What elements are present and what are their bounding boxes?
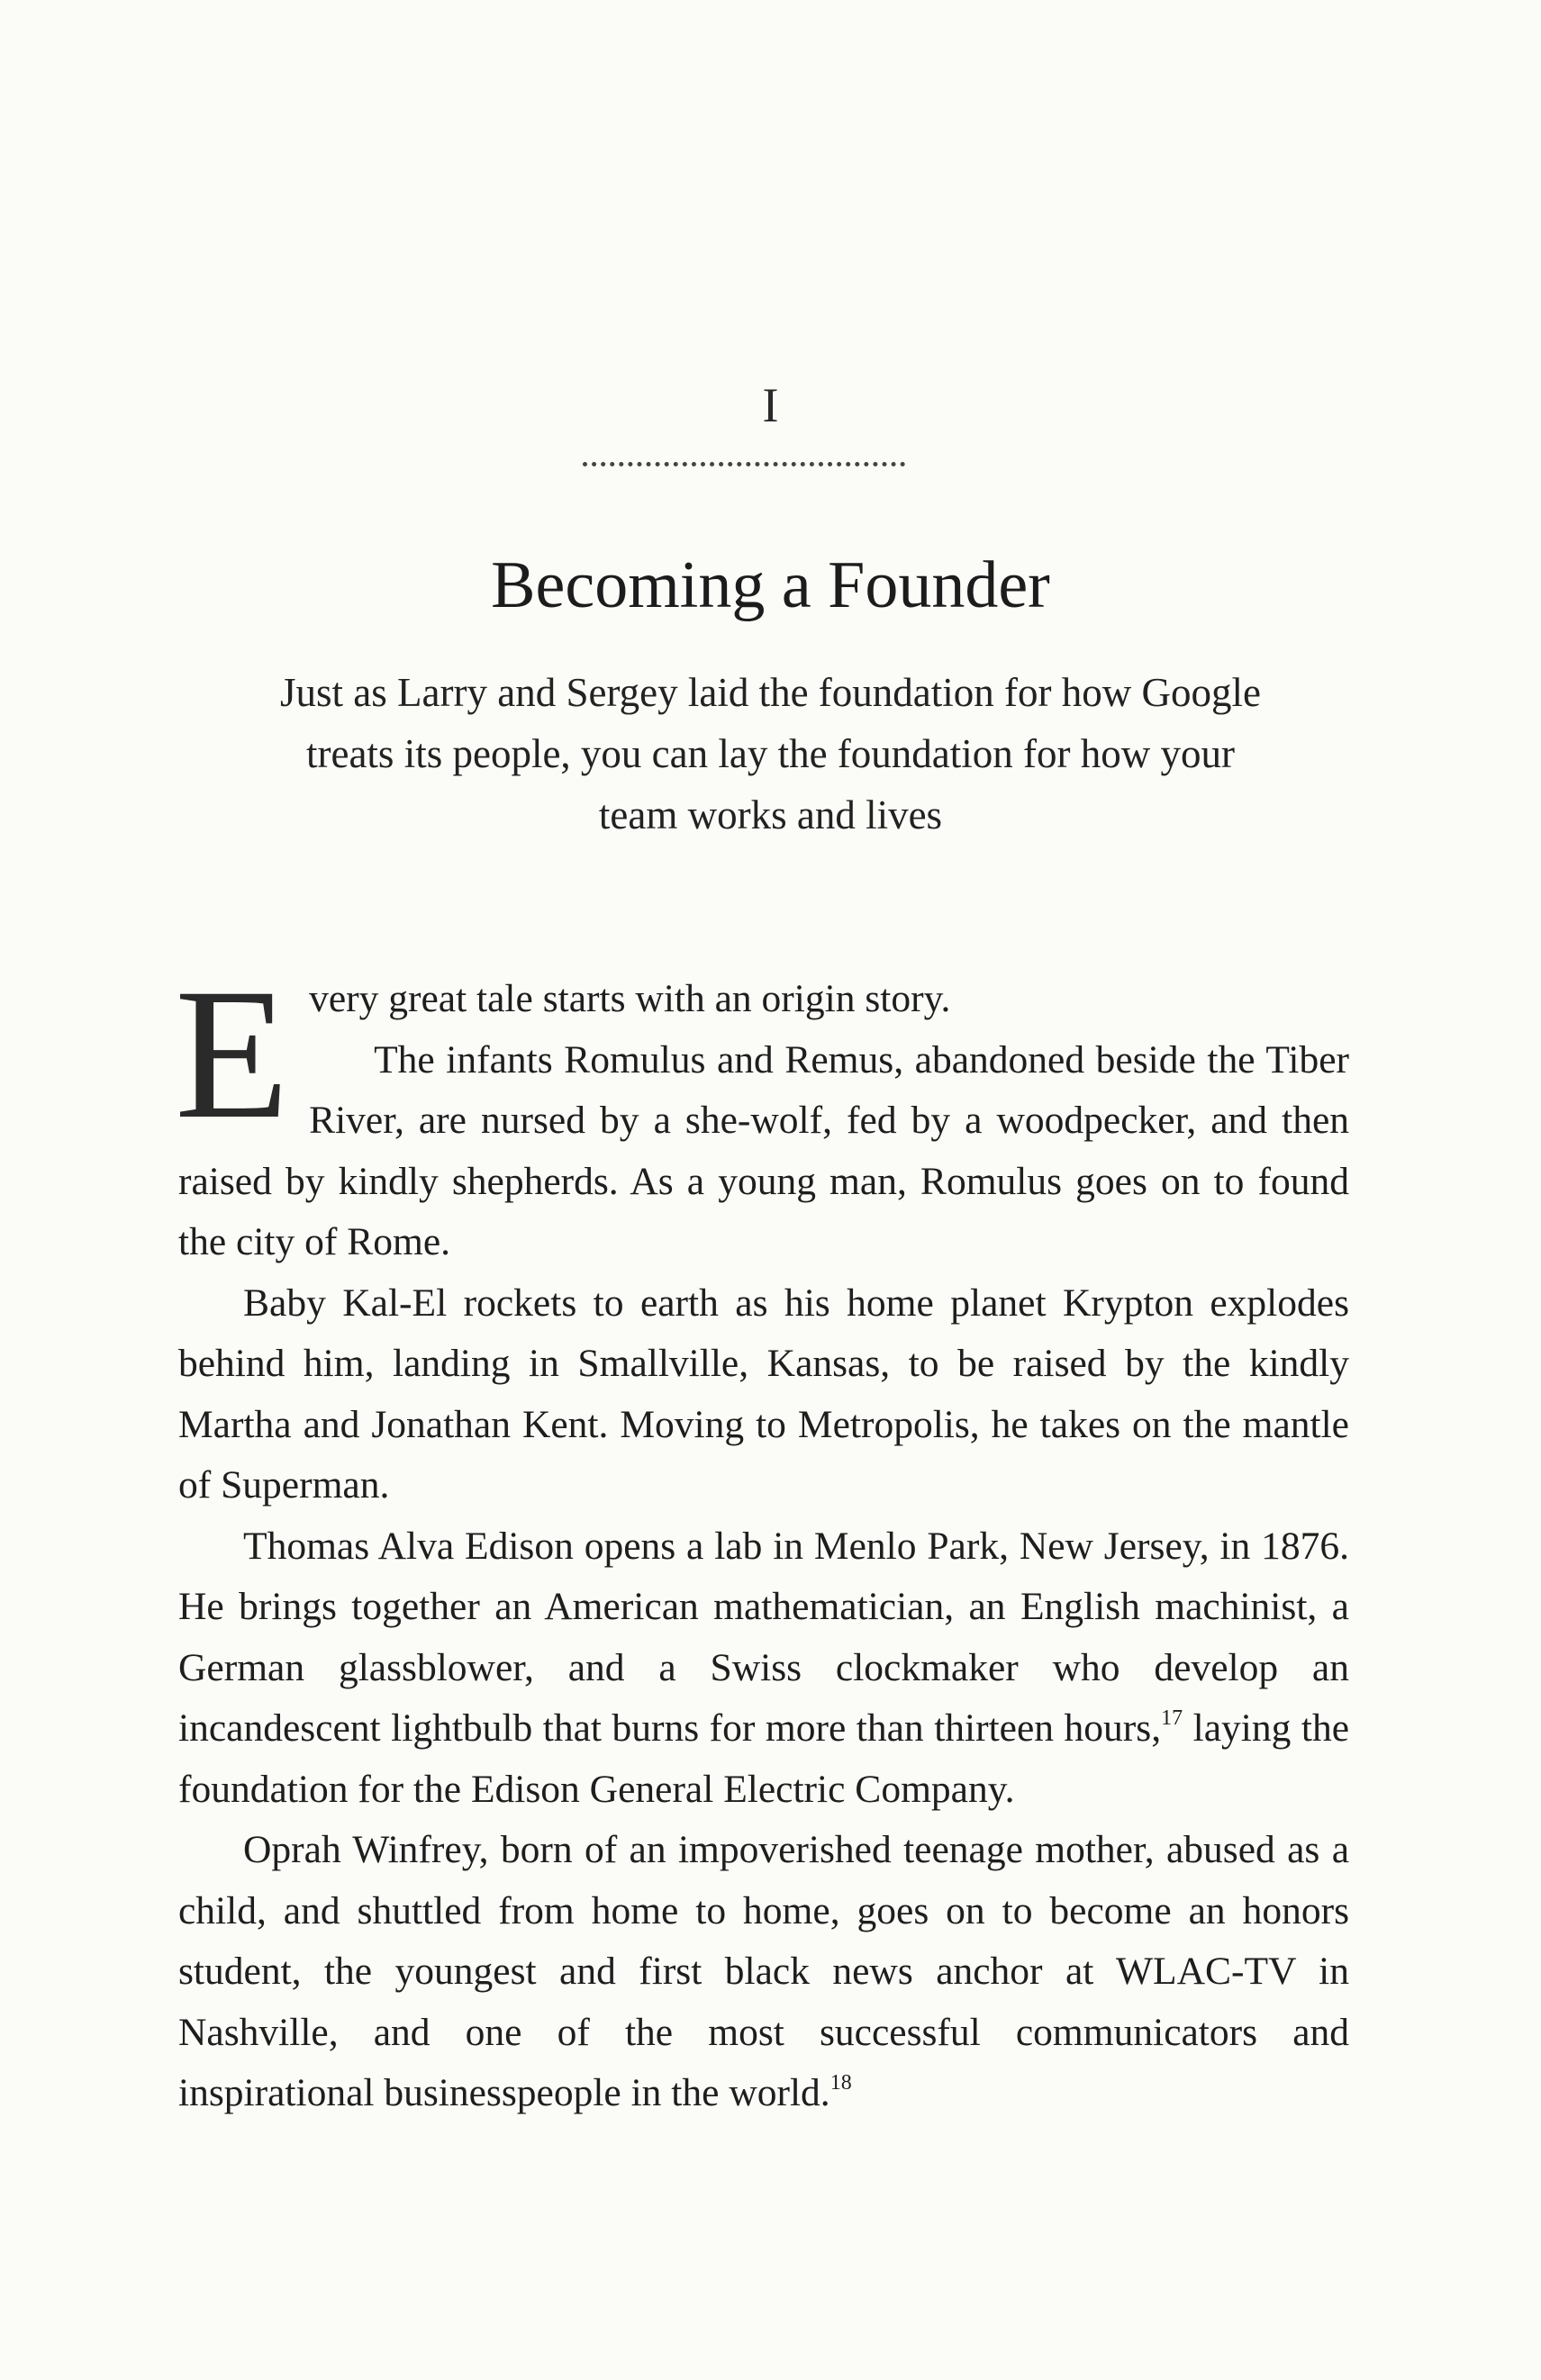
chapter-title: Becoming a Founder — [491, 548, 1050, 622]
paragraph-2-text: Baby Kal-El rockets to earth as his home planet Krypton explodes behind him, landing in Smallville, Kansas, to be raised by the kindly Martha and Jonathan Kent. Moving to Metropolis, he takes on the mantle of Superman. — [178, 1280, 1349, 1507]
footnote-marker-18[interactable]: 18 — [829, 2071, 852, 2095]
chapter-subtitle: Just as Larry and Sergey laid the foundation for how Google treats its people, you can lay the foundation for how your team works and lives — [280, 670, 1261, 837]
paragraph-4-text: Oprah Winfrey, born of an impoverished teenage mother, abused as a child, and shuttled from home to home, goes on to become an honors student, the youngest and first black news anchor at WLAC-TV in Nashville, and one of the most successful communicators and inspirational businesspeople in the world. — [178, 1828, 1349, 2114]
paragraph-1 — [175, 950, 1349, 1273]
chapter-number: I — [762, 378, 779, 432]
paragraph-1-text: The infants Romulus and Remus, abandoned beside the Tiber River, are nursed by a she-wolf, fed by a woodpecker, and then raised by kindly shepherds. As a young man, Romulus goes on to found the city of Rome. — [178, 1037, 1349, 1263]
drop-cap: E — [175, 950, 290, 1157]
paragraph-1-opening: very great tale starts with an origin story. — [309, 977, 951, 1020]
chapter-dotted-rule — [583, 462, 905, 466]
paragraph-3-text-after: laying the foundation for the Edison General Electric Company. — [178, 1706, 1350, 1811]
paragraph-3-text-before: Thomas Alva Edison opens a lab in Menlo Park, New Jersey, in 1876. He brings together an American mathematician, an English machinist, a German glassblower, and a Swiss clockmaker who develop an incandescent lightbulb that burns for more than thirteen hours, — [178, 1524, 1349, 1750]
chapter-body — [175, 950, 1350, 2124]
paragraph-3 — [178, 1516, 1349, 1821]
paragraph-2 — [178, 1273, 1349, 1516]
footnote-marker-17[interactable]: 17 — [1161, 1706, 1183, 1730]
paragraph-4 — [178, 1820, 1349, 2124]
